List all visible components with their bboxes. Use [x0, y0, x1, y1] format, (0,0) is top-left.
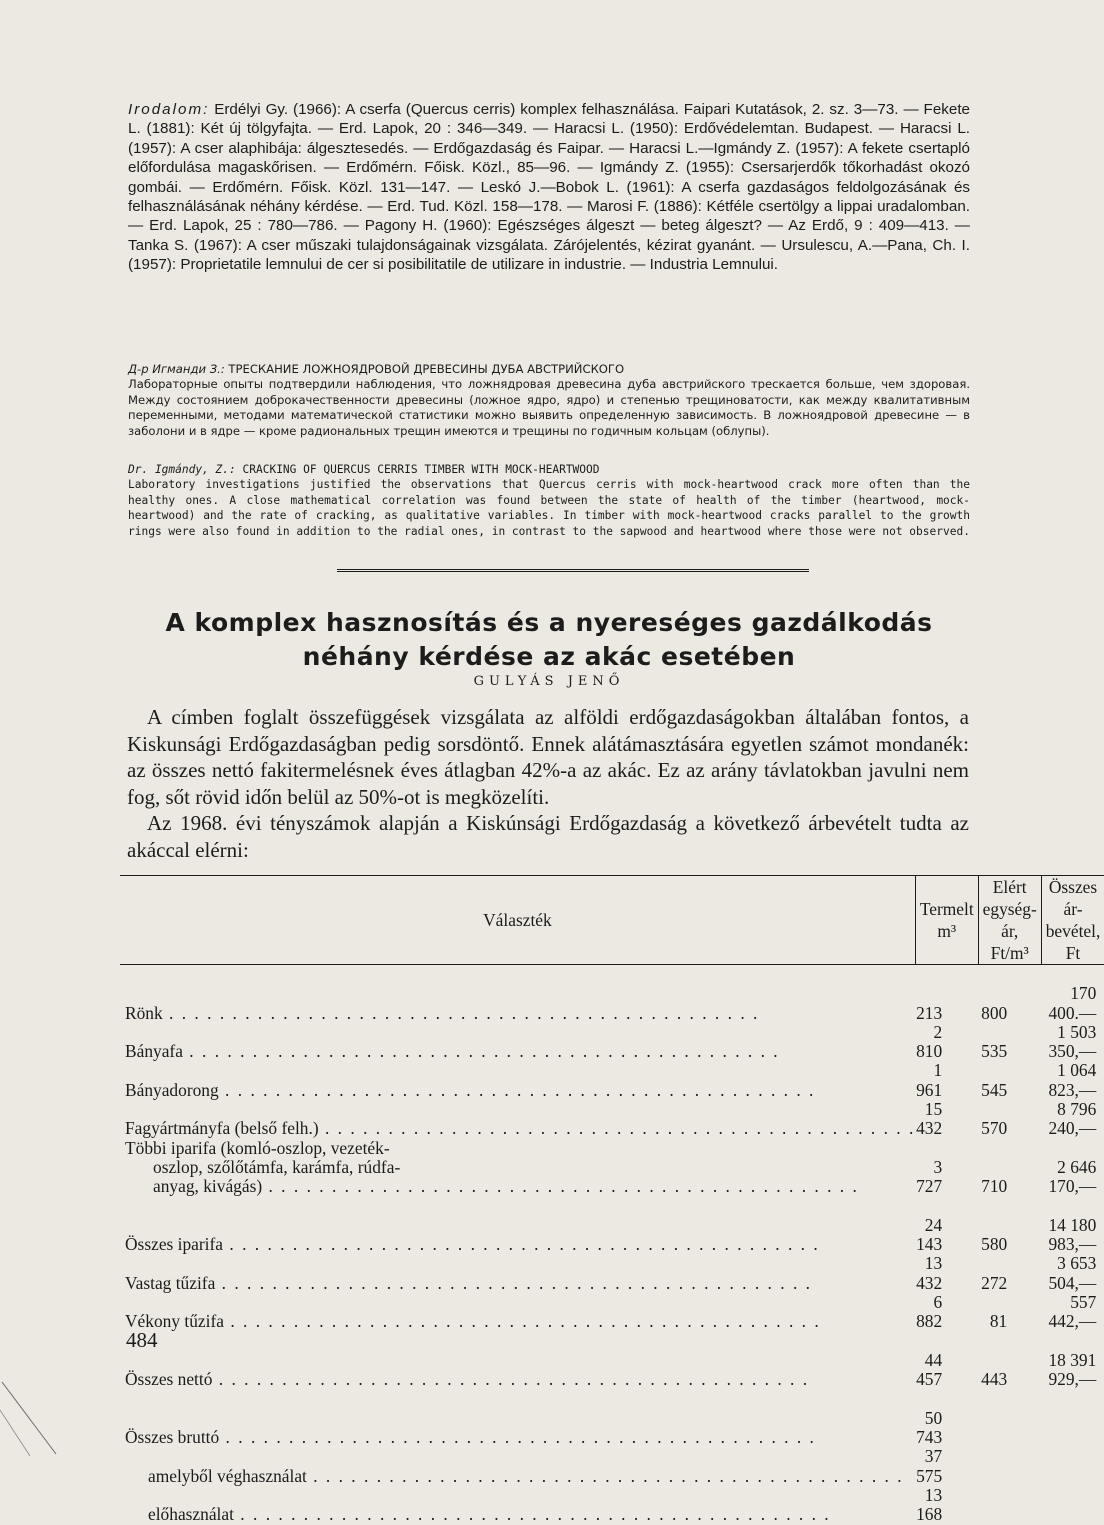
abstract-russian-heading: [128, 362, 970, 377]
abstract-english-title: CRACKING OF QUERCUS CERRIS TIMBER WITH MOCK-HEARTWOOD: [235, 463, 600, 476]
row-unit-price: 545: [981, 1079, 1008, 1100]
row-produced: 15 432: [916, 1099, 943, 1139]
table-spacer: [120, 965, 1104, 985]
row-revenue: 1 064 823,—: [1048, 1060, 1097, 1100]
row-revenue: 18 391 929,—: [1048, 1349, 1097, 1390]
table-row: [120, 1254, 1104, 1293]
row-unit-price: 535: [981, 1041, 1008, 1062]
row-produced: 44 457: [916, 1349, 943, 1390]
table-row: [120, 1100, 1104, 1139]
article-body: [127, 704, 969, 864]
row-unit-price: 800: [981, 1002, 1008, 1023]
table-spacer: [120, 1332, 1104, 1351]
row-label-line-3: anyag, kivágás) . . .: [153, 1177, 915, 1196]
article-title: [128, 606, 970, 674]
row-label: Vékony tűzifa . . .: [125, 1312, 915, 1331]
article-title-line-2: néhány kérdése az akác esetében: [302, 642, 796, 671]
row-label: amelyből véghasználat . . .: [148, 1467, 915, 1486]
article-title-line-1: A komplex hasznosítás és a nyereséges gazdálkodás: [165, 608, 933, 637]
table-row: [120, 1409, 1104, 1448]
references-text: Erdélyi Gy. (1966): A cserfa (Quercus cerris) komplex felhasználása. Faipari Kutatások, 2. sz. 3—73. — Fekete L. (1881): Két új tölgyfajta. — Erd. Lapok, 20 : 346—349. — Haracsi L. (1950): Erdővédelemtan. Budapest. — Haracsi L. (1957): A cser alaphibája: álgesztesedés. — Erdőgazdaság és Faipar. — Haracsi L.—Igmándy Z. (1957): A fekete csertapló előfordulása magaskőrisen. — Erdőmérn. Főisk. Közl., 85—96. — Igmándy Z. (1955): Csersarjerdők tőkorhadást okozó gombái. — Erdőmérn. Főisk. Közl. 131—147. — Leskó J.—Bobok L. (1961): A cserfa gazdaságos feldolgozásának és felhasználásának néhány kérdése. — Erd. Tud. Közl. 158—178. — Marosi F. (1886): Kétféle csertölgy a lippai uradalomban. — Erd. Lapok, 25 : 780—786. — Pagony H. (1960): Egészséges álgeszt — beteg álgeszt? — Az Erdő, 9 : 409—413. — Tanka S. (1967): A cser műszaki tulajdonságainak vizsgálata. Zárójelentés, kézirat gyanánt. — Ursulescu, A.—Pana, Ch. I. (1957): Proprietatile lemnului de cer si posibilitatile de utilizare in industrie. — Industria Lemnului.: [128, 101, 970, 274]
row-label: Összes bruttó . . .: [125, 1428, 915, 1447]
table-row: [120, 984, 1104, 1023]
row-produced: 37 575: [916, 1446, 943, 1486]
references-heading: Irodalom:: [128, 101, 210, 118]
revenue-table: [120, 875, 1104, 1525]
row-unit-price: 710: [981, 1176, 1008, 1197]
row-label: Vastag tűzifa . . .: [125, 1274, 915, 1293]
table-row: [120, 1351, 1104, 1390]
row-produced: 3 727: [916, 1156, 943, 1197]
table-row: [120, 1486, 1104, 1525]
row-produced: 24 143: [916, 1214, 943, 1255]
header-revenue: Összes ár-bevétel, Ft: [1041, 876, 1104, 965]
row-produced: 13 432: [916, 1253, 943, 1293]
row-unit-price: 580: [981, 1234, 1008, 1255]
abstract-english-heading: [128, 462, 970, 477]
references-block: [128, 100, 970, 275]
abstract-russian-text: Лабораторные опыты подтвердили наблюдения, что ложнядровая древесина дуба австрийского трескается больше, чем здоровая. Между состоянием доброкачественности древесины (ложное ядро, ядро) и степенью трещиноватости, как между квалитативным переменными, методами математической статистики можно выявить определенную зависимость. В ложноядровой древесине — в заболони и в ядре — кроме радиональных трещин имеются и трещины по годичным кольцам (облупы).: [128, 377, 970, 438]
section-divider: [337, 569, 809, 572]
row-revenue: 557 442,—: [1048, 1292, 1097, 1332]
table-row: [120, 1061, 1104, 1100]
paragraph-2: Az 1968. évi tényszámok alapján a Kiskúnsági Erdőgazdaság a következő árbevételt tudta az akáccal elérni:: [127, 811, 969, 862]
row-label: Fagyártmányfa (belső felh.) . . .: [125, 1119, 915, 1138]
header-produced: Termelt m³: [915, 876, 978, 965]
row-revenue: 8 796 240,—: [1048, 1099, 1097, 1139]
row-produced: 6 882: [916, 1292, 943, 1332]
abstract-russian: [128, 362, 970, 439]
row-label: Összes nettó . . .: [125, 1370, 915, 1389]
article-author: GULYÁS JENŐ: [473, 674, 625, 689]
table-spacer: [120, 1390, 1104, 1409]
row-produced: 213: [916, 1002, 943, 1023]
table-header-row: [120, 876, 1104, 965]
abstract-russian-author: Д-р Игманди З.:: [128, 362, 225, 376]
row-revenue: 1 503 350,—: [1048, 1021, 1097, 1062]
table-row: [120, 1023, 1104, 1062]
row-produced: 13 168: [916, 1485, 943, 1525]
abstract-english-text: Laboratory investigations justified the observations that Quercus cerris with mock-heartwood crack more often than the healthy ones. A close mathematical correlation was found between the state of health of the timber (heartwood, mock-heartwood) and the rate of cracking, as qualitative variables. In timber with mock-heartwood cracks parallel to the growth rings were also found in addition to the radial ones, in contrast to the sapwood and heartwood where those were not observed.: [128, 478, 970, 538]
row-label-line-2: oszlop, szőlőtámfa, karámfa, rúdfa-: [153, 1156, 401, 1177]
table-row: [120, 1293, 1104, 1332]
row-produced: 2 810: [916, 1021, 943, 1062]
header-assortment: Választék: [120, 876, 915, 965]
row-label: Rönk . . .: [125, 1004, 915, 1023]
row-revenue: 14 180 983,—: [1048, 1214, 1097, 1255]
paragraph-1: A címben foglalt összefüggések vizsgálata az alföldi erdőgazdaságokban általában fontos, a Kiskunsági Erdőgazdaságban pedig sorsdöntő. Ennek alátámasztására egyetlen számot mondanék: az összes nettó fakitermelésnek éves átlagban 42%-a az akác. Ez az arány távlatokban javulni nem fog, sőt rövid időn belül az 50%-ot is megközelíti.: [127, 705, 969, 809]
abstract-english: [128, 462, 970, 539]
table-row: [120, 1447, 1104, 1486]
row-unit-price: 81: [989, 1311, 1008, 1332]
table-row: [120, 1216, 1104, 1255]
row-label: Bányadorong . . .: [125, 1081, 915, 1100]
abstract-english-author: Dr. Igmándy, Z.:: [128, 463, 236, 476]
row-unit-price: 443: [981, 1369, 1008, 1390]
row-revenue: 2 646 170,—: [1048, 1156, 1097, 1197]
row-unit-price: 272: [981, 1272, 1008, 1293]
header-unit-price: Elért egység-ár, Ft/m³: [978, 876, 1041, 965]
abstract-russian-title: ТРЕСКАНИЕ ЛОЖНОЯДРОВОЙ ДРЕВЕСИНЫ ДУБА АВСТРИЙСКОГО: [224, 362, 625, 376]
page-number: 484: [126, 1328, 158, 1352]
row-label: Bányafa . . .: [125, 1042, 915, 1061]
row-revenue: 3 653 504,—: [1048, 1253, 1097, 1293]
page-corner-mark: [0, 1380, 60, 1456]
row-label: Összes iparifa . . .: [125, 1235, 915, 1254]
table-spacer: [120, 1197, 1104, 1216]
row-unit-price: 570: [981, 1118, 1008, 1139]
row-label: előhasználat . . .: [148, 1505, 915, 1524]
row-produced: 50 743: [916, 1407, 943, 1448]
row-produced: 1 961: [916, 1060, 943, 1100]
row-revenue: 170 400.—: [1048, 983, 1097, 1023]
row-label-line-1: Többi iparifa (komló-oszlop, vezeték-: [125, 1137, 390, 1158]
table-row: [120, 1139, 1104, 1197]
